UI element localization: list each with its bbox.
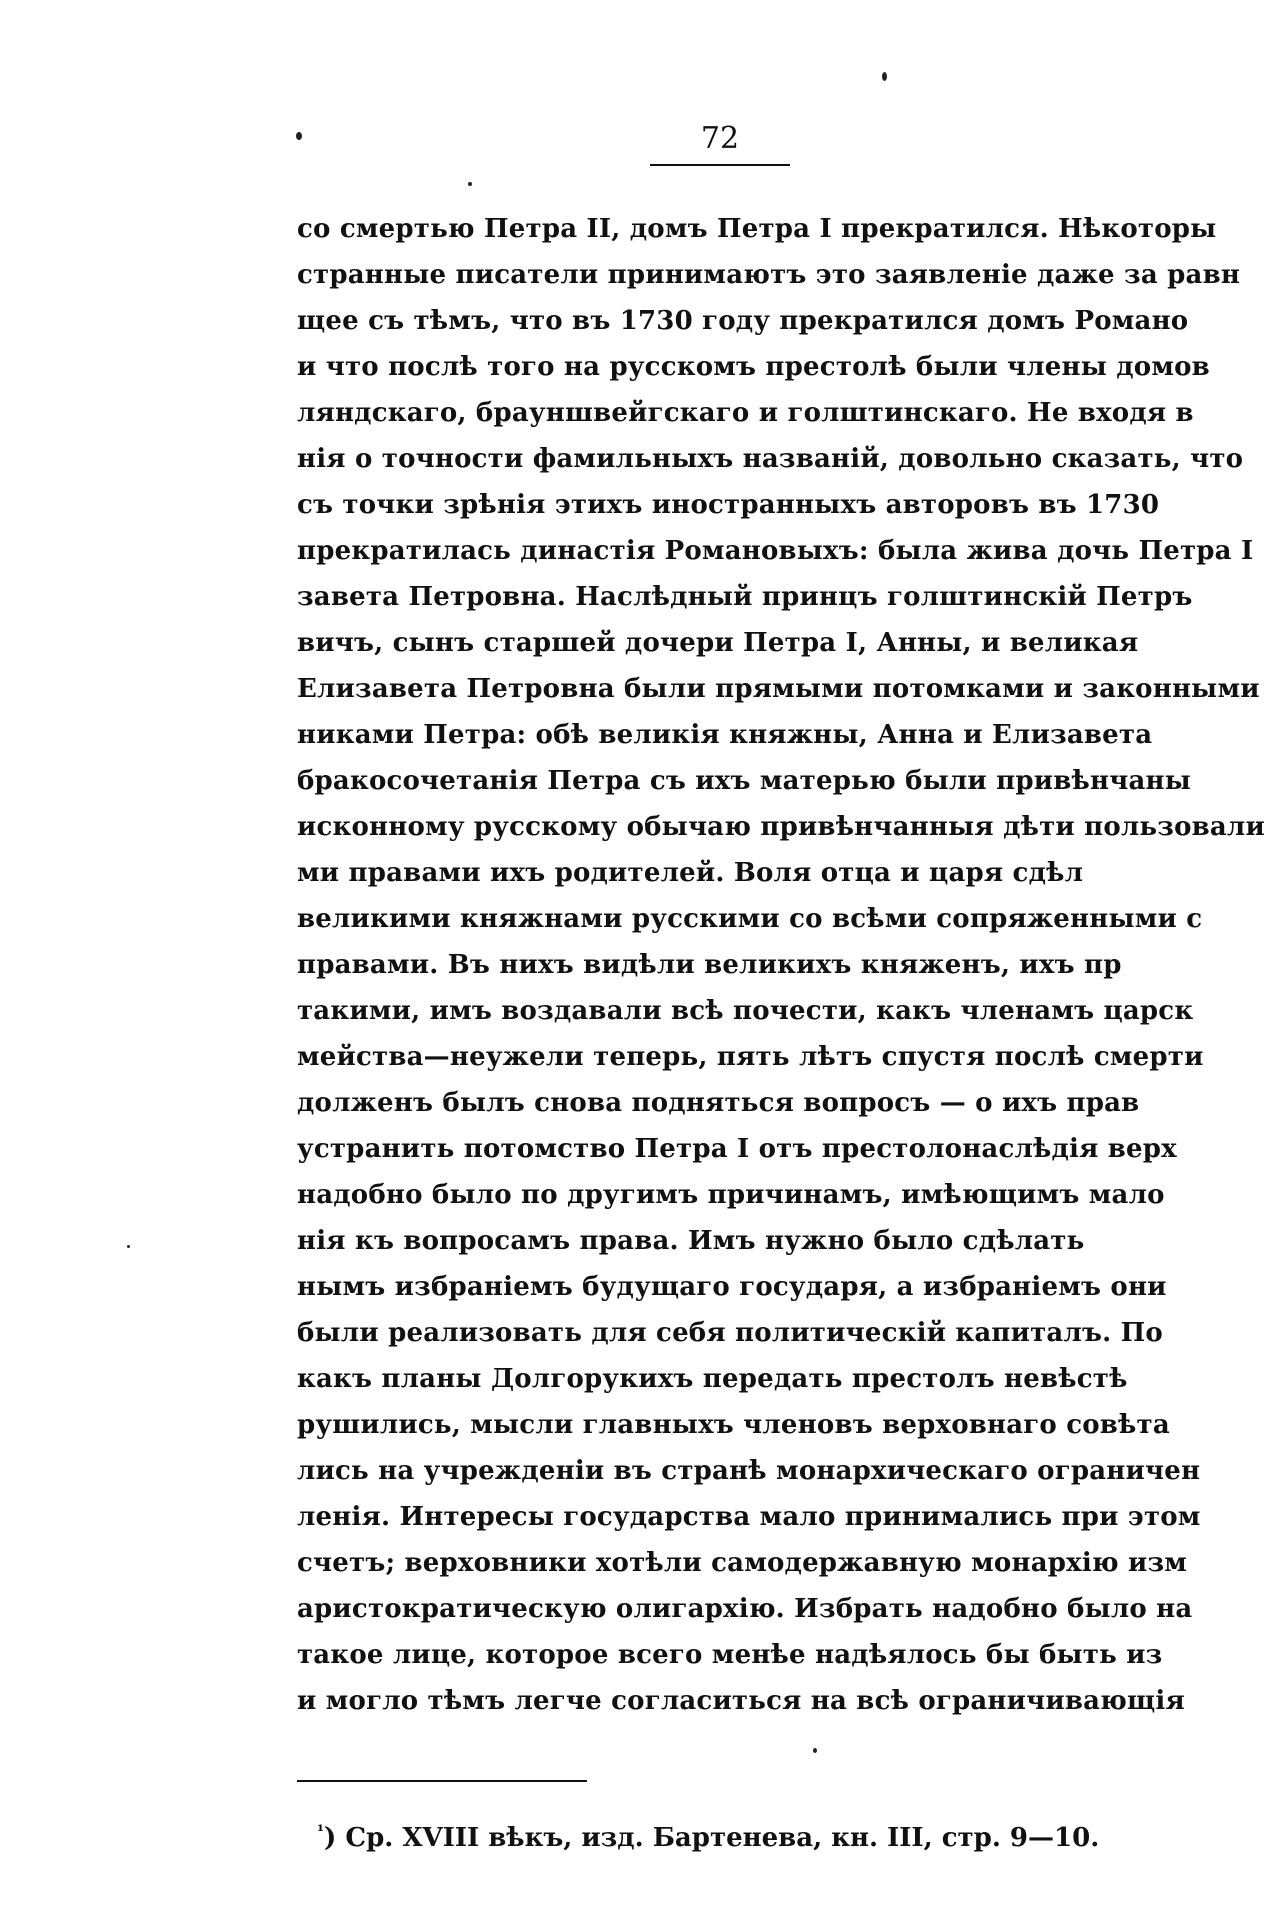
text-line: были реализовать для себя политическій капиталъ. По: [297, 1318, 1163, 1348]
text-line: со смертью Петра II, домъ Петра I прекратился. Нѣкоторы: [297, 214, 1217, 244]
text-line: странные писатели принимаютъ это заявленіе даже за равн: [297, 260, 1241, 290]
text-line: какъ планы Долгорукихъ передать престолъ невѣстѣ: [297, 1364, 1128, 1394]
text-line: нымъ избраніемъ будущаго государя, а избраніемъ они: [297, 1272, 1167, 1302]
text-line: рушились, мысли главныхъ членовъ верховнаго совѣта: [297, 1410, 1170, 1440]
text-line: Елизавета Петровна были прямыми потомками и законными: [297, 674, 1260, 704]
scan-speck: [882, 72, 887, 81]
text-line: исконному русскому обычаю привѣнчанныя дѣти пользовали: [297, 812, 1265, 842]
text-line: и что послѣ того на русскомъ престолѣ были члены домов: [297, 352, 1210, 382]
footnote-separator: [297, 1780, 587, 1782]
text-line: такое лице, которое всего менѣе надѣялось бы быть из: [297, 1640, 1163, 1670]
text-line: завета Петровна. Наслѣдный принцъ голштинскій Петръ: [297, 582, 1193, 612]
text-line: ляндскаго, брауншвейгскаго и голштинскаго. Не входя в: [297, 398, 1194, 428]
text-line: счетъ; верховники хотѣли самодержавную монархію изм: [297, 1548, 1188, 1578]
text-line: нія къ вопросамъ права. Имъ нужно было сдѣлать: [297, 1226, 1085, 1256]
text-line: прекратилась династія Романовыхъ: была жива дочь Петра I: [297, 536, 1254, 566]
footnote-text: ) Ср. XVIII вѣкъ, изд. Бартенева, кн. III, стр. 9—10.: [324, 1823, 1100, 1853]
text-line: нія о точности фамильныхъ названій, довольно сказать, что: [297, 444, 1244, 474]
text-line: никами Петра: обѣ великія княжны, Анна и Елизавета: [297, 720, 1153, 750]
footnote-mark: ¹: [317, 1821, 325, 1841]
text-line: ленія. Интересы государства мало принимались при этом: [297, 1502, 1201, 1532]
scan-speck: [296, 132, 302, 140]
text-line: аристократическую олигархію. Избрать надобно было на: [297, 1594, 1193, 1624]
text-line: устранить потомство Петра I отъ престолонаслѣдія верх: [297, 1134, 1177, 1164]
text-line: и могло тѣмъ легче согласиться на всѣ ограничивающія: [297, 1686, 1185, 1716]
text-line: надобно было по другимъ причинамъ, имѣющимъ мало: [297, 1180, 1165, 1210]
text-line: мейства—неужели теперь, пять лѣтъ спустя послѣ смерти: [297, 1042, 1204, 1072]
text-line: лись на учрежденіи въ странѣ монархическаго ограничен: [297, 1456, 1201, 1486]
text-line: бракосочетанія Петра съ ихъ матерью были привѣнчаны: [297, 766, 1191, 796]
page-number: 72: [700, 121, 740, 156]
text-line: великими княжнами русскими со всѣми сопряженными с: [297, 904, 1203, 934]
body-text: [297, 206, 1265, 1716]
text-line: съ точки зрѣнія этихъ иностранныхъ авторовъ въ 1730: [297, 490, 1160, 520]
text-line: такими, имъ воздавали всѣ почести, какъ членамъ царск: [297, 996, 1194, 1026]
text-line: вичъ, сынъ старшей дочери Петра I, Анны, и великая: [297, 628, 1139, 658]
footnote: [317, 1818, 1100, 1858]
scan-speck: [468, 182, 472, 186]
text-line: ми правами ихъ родителей. Воля отца и царя сдѣл: [297, 858, 1084, 888]
text-line: щее съ тѣмъ, что въ 1730 году прекратился домъ Романо: [297, 306, 1189, 336]
text-line: долженъ былъ снова подняться вопросъ — о ихъ прав: [297, 1088, 1140, 1118]
page-number-rule: [650, 164, 790, 166]
text-line: правами. Въ нихъ видѣли великихъ княженъ, ихъ пр: [297, 950, 1122, 980]
scan-speck: [813, 1748, 817, 1753]
scan-speck: [127, 1245, 130, 1248]
